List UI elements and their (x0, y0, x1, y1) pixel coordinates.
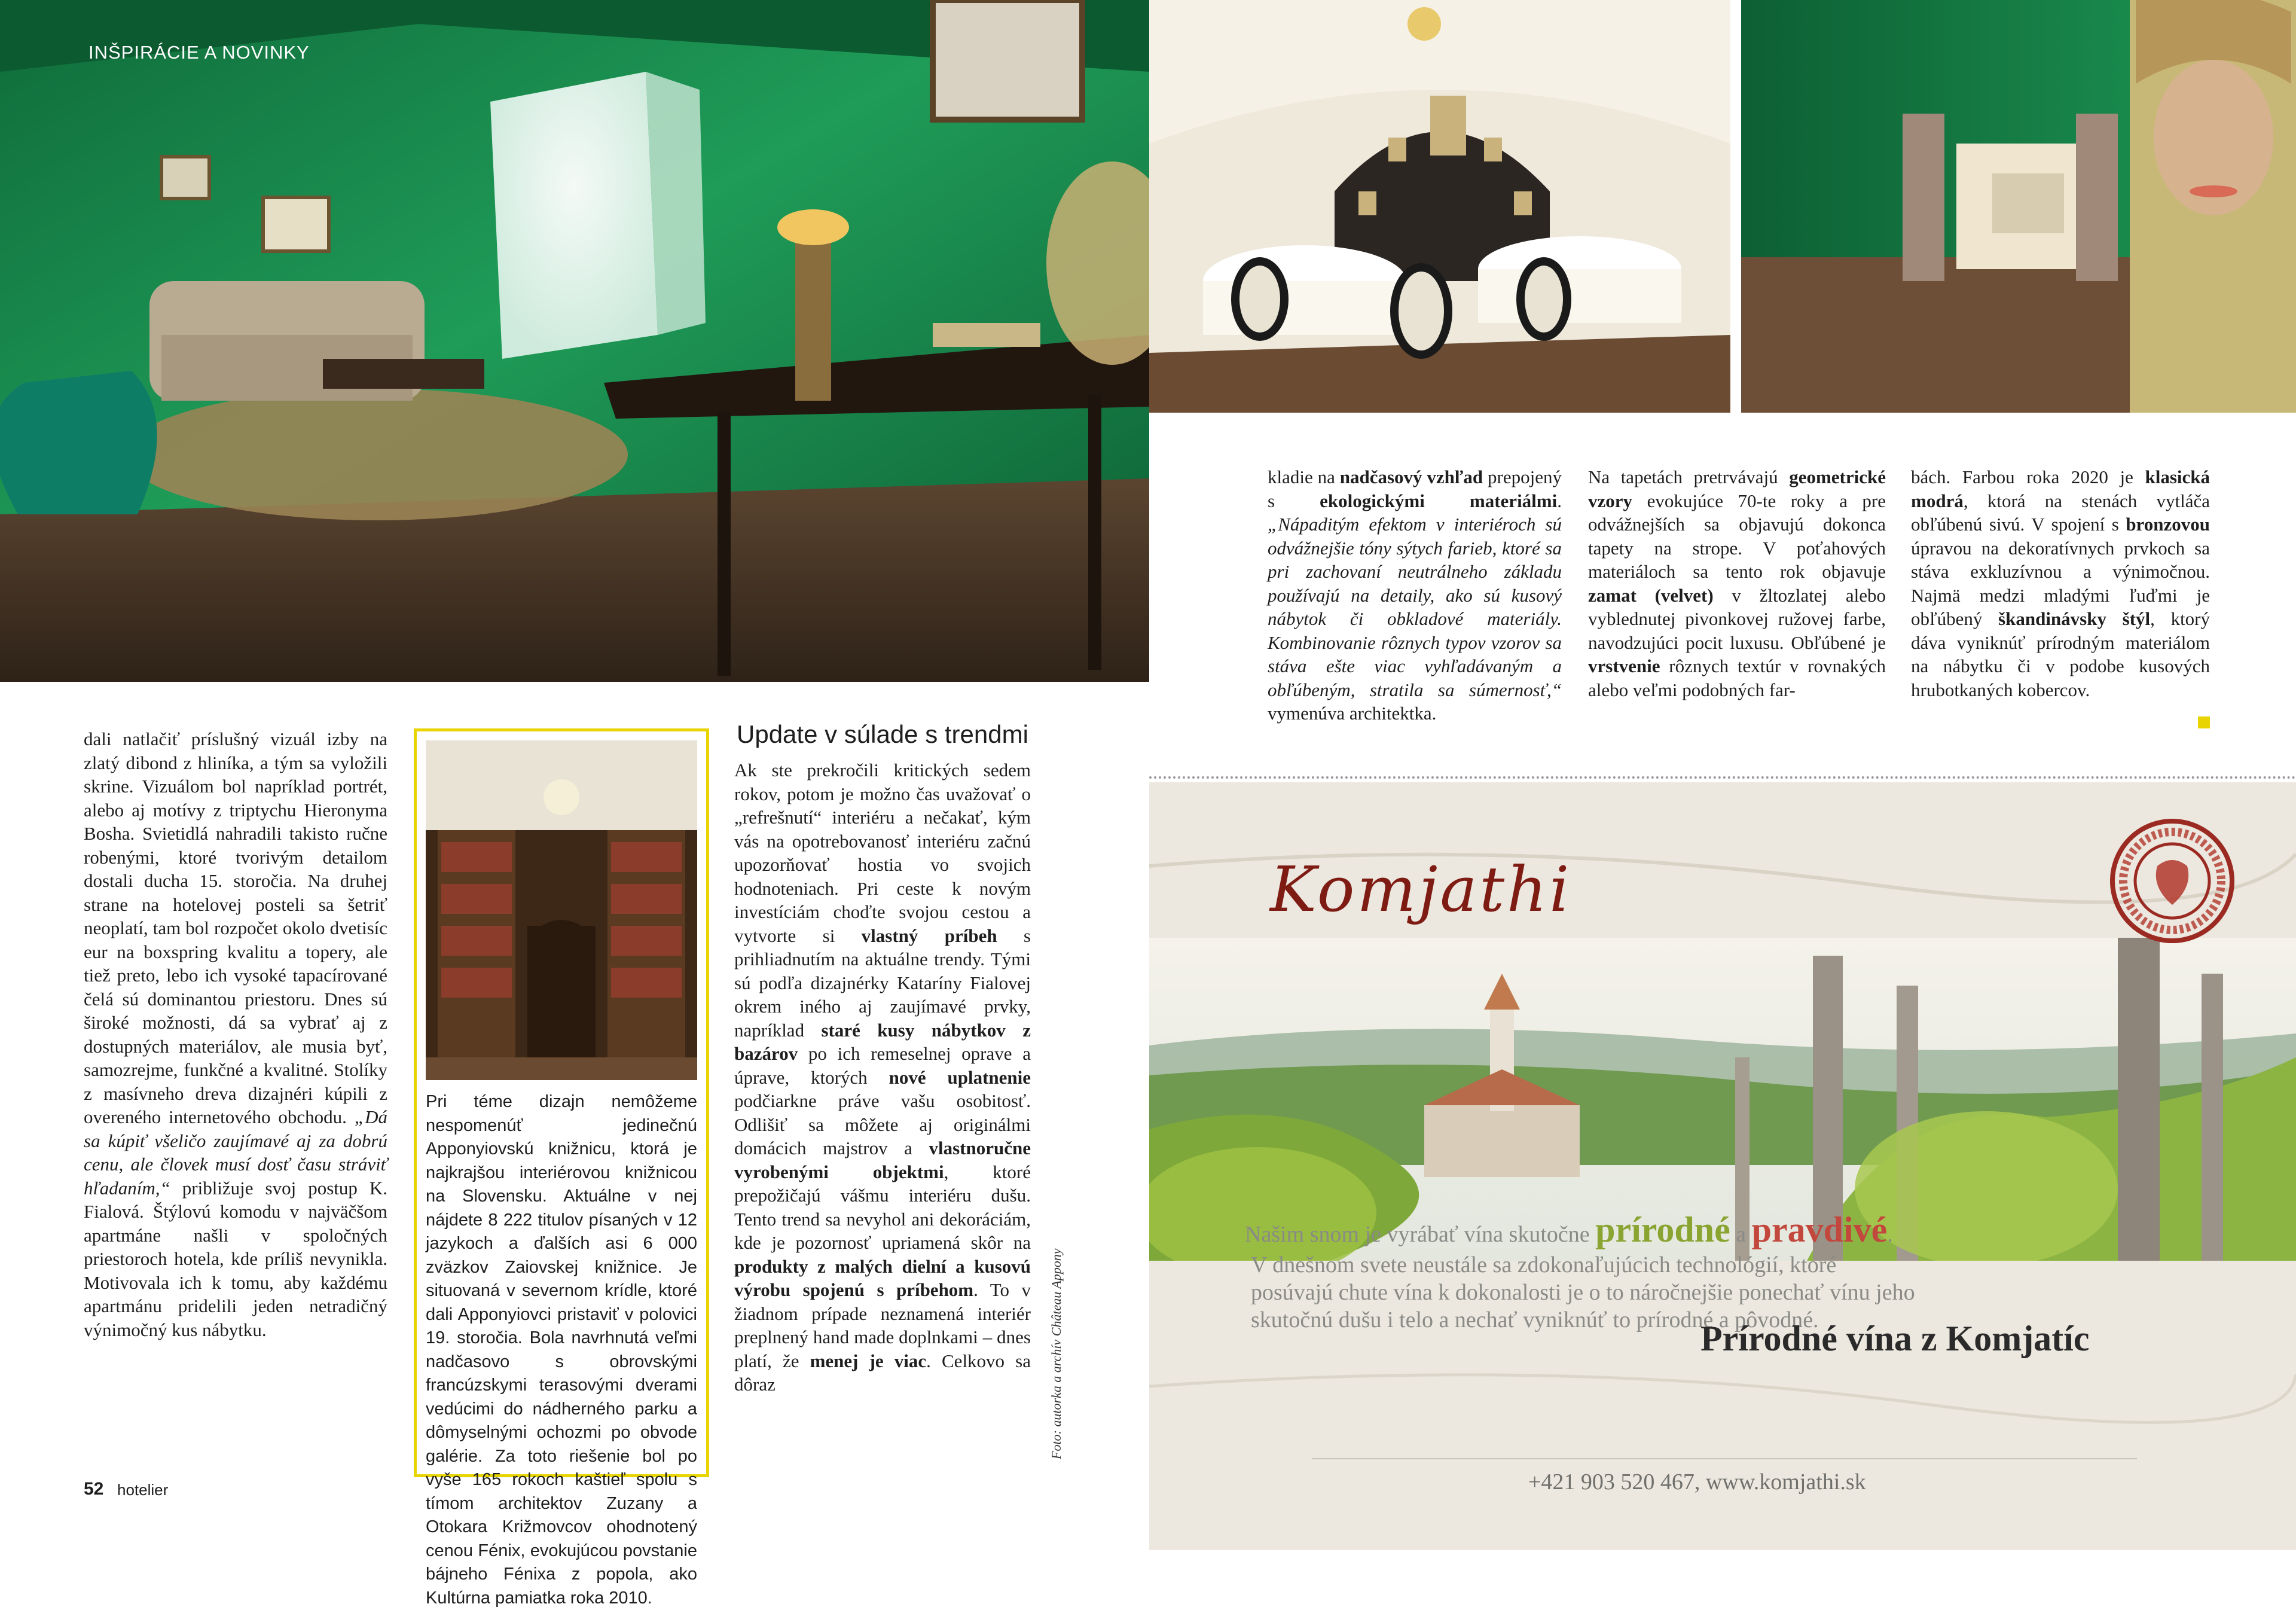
mid-bold-part: vlastnoručne vyrobenými objektmi (734, 1138, 1031, 1182)
mid-text-part: po ich remeselnej oprave a úprave, ktorých (734, 1043, 1031, 1088)
library-sidebar-box (414, 728, 709, 1608)
col3-text-part: bách. Farbou roka 2020 je (1911, 466, 2145, 487)
mid-text-part: s prihliadnutím na aktuálne trendy. Tými sú podľa dizajnérky Kataríny Fialovej okrem iného aj zaujímavé prvky, napríklad (734, 925, 1031, 1041)
col3-text-part: úpravou na dekoratívnych prvkoch sa stáva exkluzívnou a výnimočnou. Najmä medzi mladými ľuďmi je obľúbený (1911, 537, 2210, 629)
slogan-text: a (1730, 1222, 1752, 1247)
wax-seal (2109, 818, 2235, 944)
photo-credit: Foto: autorka a archív Château Appony (1049, 1248, 1064, 1459)
col2-text-part: rôznych textúr v rovnakých alebo veľmi podobných far- (1588, 655, 1886, 700)
mid-text-part: . To v žiadnom prípade neznamená interiér preplnený hand made doplnkami – dnes platí, že (734, 1279, 1031, 1371)
mid-text-part: , ktoré prepožičajú vášmu interiéru dušu. Tento trend sa nevyhol ani dekoráciám, kde je pozornosť upriamená skôr na (734, 1161, 1031, 1253)
article-end-marker (2198, 716, 2210, 728)
section-heading: Update v súlade s trendmi (737, 720, 1028, 748)
ad-contact: +421 903 520 467, www.komjathi.sk (1528, 1469, 1866, 1495)
ad-divider (1312, 1458, 2137, 1459)
left-text-part: dali natlačiť príslušný vizuál izby na zlatý dibond z hliníka, a tým sa vyložili skrine. Vizuálom bol napríklad portrét, alebo aj motívy z triptychu Hieronyma Bosha. Svietidlá nahradili takisto ručne robenými, ktoré tvorivým detailom dostali ducha 15. storočia. Na druhej strane na hotelovej posteli sa šetriť neoplatí, tam bol rozpočet okolo dvetisíc eur na boxspring kvalitu a topery, ale tiež preto, lebo ich vysoké tapacírované čelá sú dominantou priestoru. Dnes sú široké možnosti, dá sa vybrať aj z dostupných materiálov, ale musia byť, samozrejme, funkčné a kvalitné. Stolíky z masívneho dreva dizajnéri kúpili z overeného internetového obchodu. (84, 728, 387, 1127)
slogan-highlight-true: pravdivé (1751, 1210, 1888, 1249)
slogan-highlight-natural: prírodné (1595, 1210, 1730, 1249)
library-photo (426, 740, 697, 1080)
mid-bold-part: staré kusy nábytkov z bazárov (734, 1019, 1031, 1064)
hotel-suite-photo (0, 0, 1149, 682)
col3-text-part: , ktorá na stenách vytláča obľúbenú sivú. V spojení s (1911, 490, 2210, 535)
magazine-name: hotelier (117, 1481, 169, 1499)
left-text-column (84, 727, 387, 1469)
middle-text-column (734, 758, 1031, 1470)
mid-text-part: podčiarkne práve vašu osobitosť. Odlišiť sa môžete aj originálmi domácich majstrov a (734, 1090, 1031, 1158)
right-text-column-2 (1588, 465, 1886, 740)
ad-separator (1149, 776, 2296, 779)
col3-text-part: , ktorý dáva vyniknúť prírodným materiálom na nábytku či v podobe kusových hrubotkaných kobercov. (1911, 608, 2210, 700)
komjathi-ad (1149, 782, 2296, 1550)
col3-bold-part: škandinávsky štýl (1998, 608, 2151, 629)
right-text-column-3 (1911, 465, 2210, 740)
slogan-text: . (1887, 1222, 1893, 1247)
ad-body-text: V dnešnom svete neustále sa zdokonaľujúcich technológií, ktoré posúvajú chute vína k dokonalosti je o to náročnejšie ponechať vínu jeho skutočnú dušu i telo a nechať vyniknúť to prírodné a pôvodné. (1251, 1252, 1915, 1332)
col2-bold-part: zamat (velvet) (1588, 584, 1714, 606)
mid-bold-part: nové uplatnenie (889, 1066, 1031, 1088)
col1-bold-part: ekologickými materiálmi (1320, 490, 1558, 511)
ad-tagline: Prírodné vína z Komjatíc (1700, 1319, 2090, 1358)
brand-logo: Komjathi (1270, 853, 1572, 926)
col2-text-part: Na tapetách pretrvávajú (1588, 466, 1790, 487)
col3-bold-part: klasická modrá (1911, 466, 2210, 511)
mid-bold-part: vlastný príbeh (861, 925, 997, 946)
right-text-column-1 (1268, 465, 1562, 740)
restaurant-photo (1149, 0, 1730, 413)
left-text-quote: „Dá sa kúpiť všeličo zaujímavé aj za dobrú cenu, ale človek musí dosť času stráviť hľadaním,“ (84, 1106, 387, 1199)
section-label: INŠPIRÁCIE A NOVINKY (88, 42, 310, 63)
mid-text-part: Ak ste prekročili kritických sedem rokov, potom je možno čas uvažovať o „refrešnutí“ interiéru a nečakať, kým vás na opotrebovanosť interiéru začnú upozorňovať hostia vo svojich hodnoteniach. Pri ceste k novým investíciám choďte svojou cestou a vytvorte si (734, 760, 1031, 946)
col1-quote: „Nápaditým efektom v interiéroch sú odvážnejšie tóny sýtych farieb, ktoré sa pri zachovaní neutrálneho základu používajú na detaily, ako sú kusový nábytok či obkladové materiály. Kombinovanie rôznych typov vzorov sa stáva ešte viac vyhľadávaným a obľúbeným, stratila sa súmernosť,“ (1268, 514, 1562, 700)
col2-text-part: v žltozlatej alebo vyblednutej pivonkovej ružovej farbe, navodzujúci pocit luxusu. Obľúbené je (1588, 584, 1886, 653)
mid-text-part: . Celkovo sa dôraz (734, 1350, 1031, 1395)
col1-text-part: kladie na (1268, 466, 1340, 487)
corridor-photo (1741, 0, 2296, 413)
col2-bold-part: geometrické vzory (1588, 466, 1886, 511)
left-text-part: približuje svoj postup K. Fialová. Štýlovú komodu v najväčšom apartmáne našli v spoločných priestoroch hotela, kde príliš nevynikla. Motivovala ich k tomu, aby každému apartmánu pridelili jeden netradičný výnimočný kus nábytku. (84, 1177, 387, 1340)
mid-bold-part: menej je viac (810, 1350, 927, 1371)
ad-slogan (1245, 1209, 2142, 1251)
col2-bold-part: vrstvenie (1588, 655, 1660, 676)
page-number: 52 (84, 1479, 104, 1499)
col1-bold-part: nadčasový vzhľad (1339, 466, 1483, 487)
col1-text-part: vymenúva architektka. (1268, 703, 1437, 724)
col3-bold-part: bronzovou (2126, 514, 2210, 535)
col1-text-part: . (1557, 490, 1562, 511)
mid-bold-part: produkty z malých dielní a kusovú výrobu spojenú s príbehom (734, 1255, 1031, 1300)
col2-text-part: evokujúce 70-te roky a pre odvážnejších sa objavujú dokonca tapety na strope. V poťahových materiáloch sa tento rok objavuje (1588, 490, 1886, 582)
library-text: Pri téme dizajn nemôžeme nespomenúť jedinečnú Apponyiovskú knižnicu, ktorá je najkrajšou interiérovou knižnicou na Slovensku. Aktuálne v nej nájdete 8 222 titulov písaných v 12 jazykoch a ďalších asi 6 000 zväzkov Zaiovskej knižnice. Je situovaná v severnom krídle, ktoré dali Apponyiovci pristaviť v polovici 19. storočia. Bola navrhnutá veľmi nadčasovo s obrovskými francúzskymi terasovými dverami vedúcimi do nádherného parku a dômyselnými ochozmi po obvode galérie. Za toto riešenie bol po vyše 165 rokoch kaštieľ spolu s tímom architektov Zuzany a Otokara Križmovcov ohodnotený cenou Fénix, evokujúcou povstanie bájneho Fénixa z popola, ako Kultúrna pamiatka roka 2010. (426, 1092, 697, 1608)
slogan-text: Našim snom je vyrábať vína skutočne (1245, 1222, 1596, 1247)
col1-text-part: prepojený s (1268, 466, 1562, 511)
